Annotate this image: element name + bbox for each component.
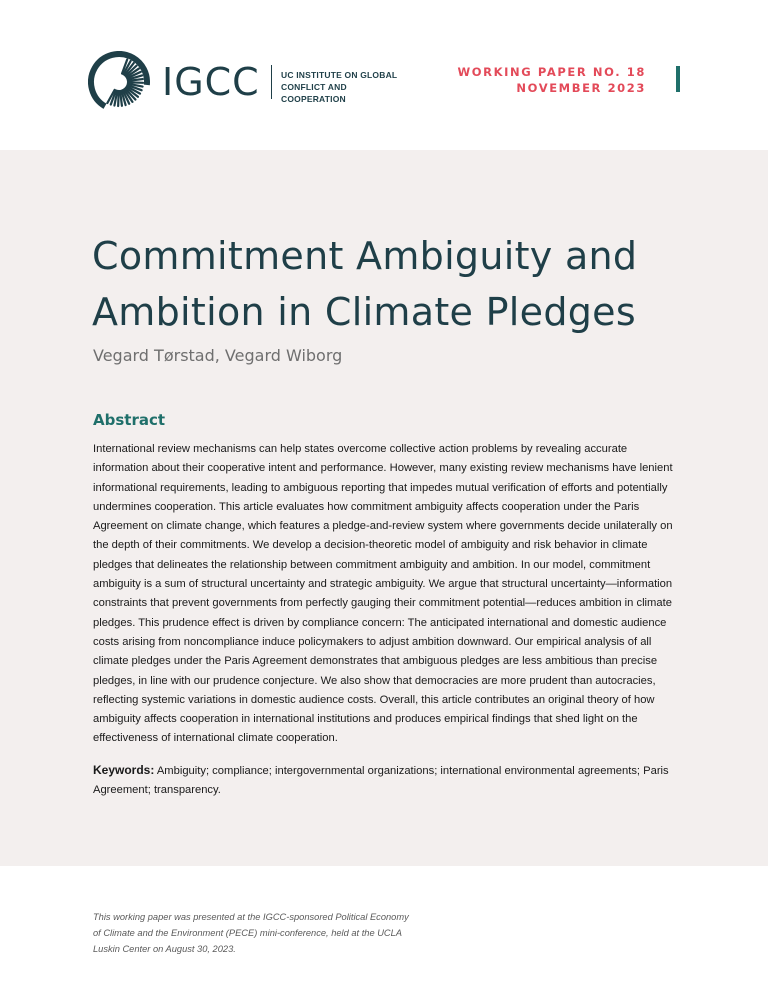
abstract-heading: Abstract — [93, 411, 166, 429]
igcc-logo — [88, 51, 408, 113]
keywords — [93, 761, 677, 801]
title-line-1: Commitment Ambiguity and — [92, 234, 638, 278]
title-line-2: Ambition in Climate Pledges — [92, 290, 636, 334]
publication-date: NOVEMBER 2023 — [516, 81, 646, 95]
keywords-list: Ambiguity; compliance; intergovernmental organizations; international environmental agreements; Paris Agreement; transparency. — [93, 765, 669, 797]
page-header — [0, 0, 768, 150]
logo-divider — [271, 65, 272, 99]
working-paper-info — [457, 64, 646, 96]
logo-wordmark: IGCC — [162, 60, 260, 104]
abstract-text: International review mechanisms can help states overcome collective action problems by revealing accurate information about their cooperative intent and performance. However, many existing review mechanisms have lenient informational requirements, leading to ambiguous reporting that impedes mutual verification of efforts and potentially undermines cooperation. This article evaluates how commitment ambiguity affects cooperation under the Paris Agreement on climate change, which features a pledge-and-review system where governments decide unilaterally on the depth of their commitments. We develop a decision-theoretic model of ambiguity and risk behavior in climate pledges that delineates the relationship between commitment ambiguity and ambition. In our model, commitment ambiguity is a sum of structural uncertainty and strategic ambiguity. We argue that structural uncertainty—information constraints that prevent governments from perfectly gauging their commitment potential—reduces ambition in climate pledges. This prudence effect is driven by compliance concern: The anticipated international and domestic audience costs arising from noncompliance induce policymakers to adjust ambition downward. Our empirical analysis of all climate pledges under the Paris Agreement demonstrates that ambiguous pledges are less ambitious than precise pledges, in line with our prudence conjecture. We also show that democracies are more prudent than autocracies, reflecting systemic variations in domestic audience costs. Overall, this article contributes an original theory of how ambiguity affects cooperation in international institutions and produces empirical findings that shed light on the effectiveness of international climate cooperation. — [93, 443, 673, 745]
igcc-radial-logo-icon — [88, 51, 150, 113]
paper-title — [92, 228, 712, 340]
working-paper-number: WORKING PAPER NO. 18 — [457, 65, 646, 79]
accent-bar — [676, 66, 680, 92]
paper-authors: Vegard Tørstad, Vegard Wiborg — [93, 346, 343, 365]
logo-subtitle — [281, 69, 408, 105]
logo-subtitle-line2: CONFLICT AND COOPERATION — [281, 82, 347, 104]
keywords-label: Keywords: — [93, 763, 155, 777]
logo-subtitle-line1: UC INSTITUTE ON GLOBAL — [281, 70, 398, 80]
presentation-note: This working paper was presented at the IGCC-sponsored Political Economy of Climate and the Environment (PECE) mini-conference, held at the UCLA Luskin Center on August 30, 2023. — [93, 912, 409, 954]
